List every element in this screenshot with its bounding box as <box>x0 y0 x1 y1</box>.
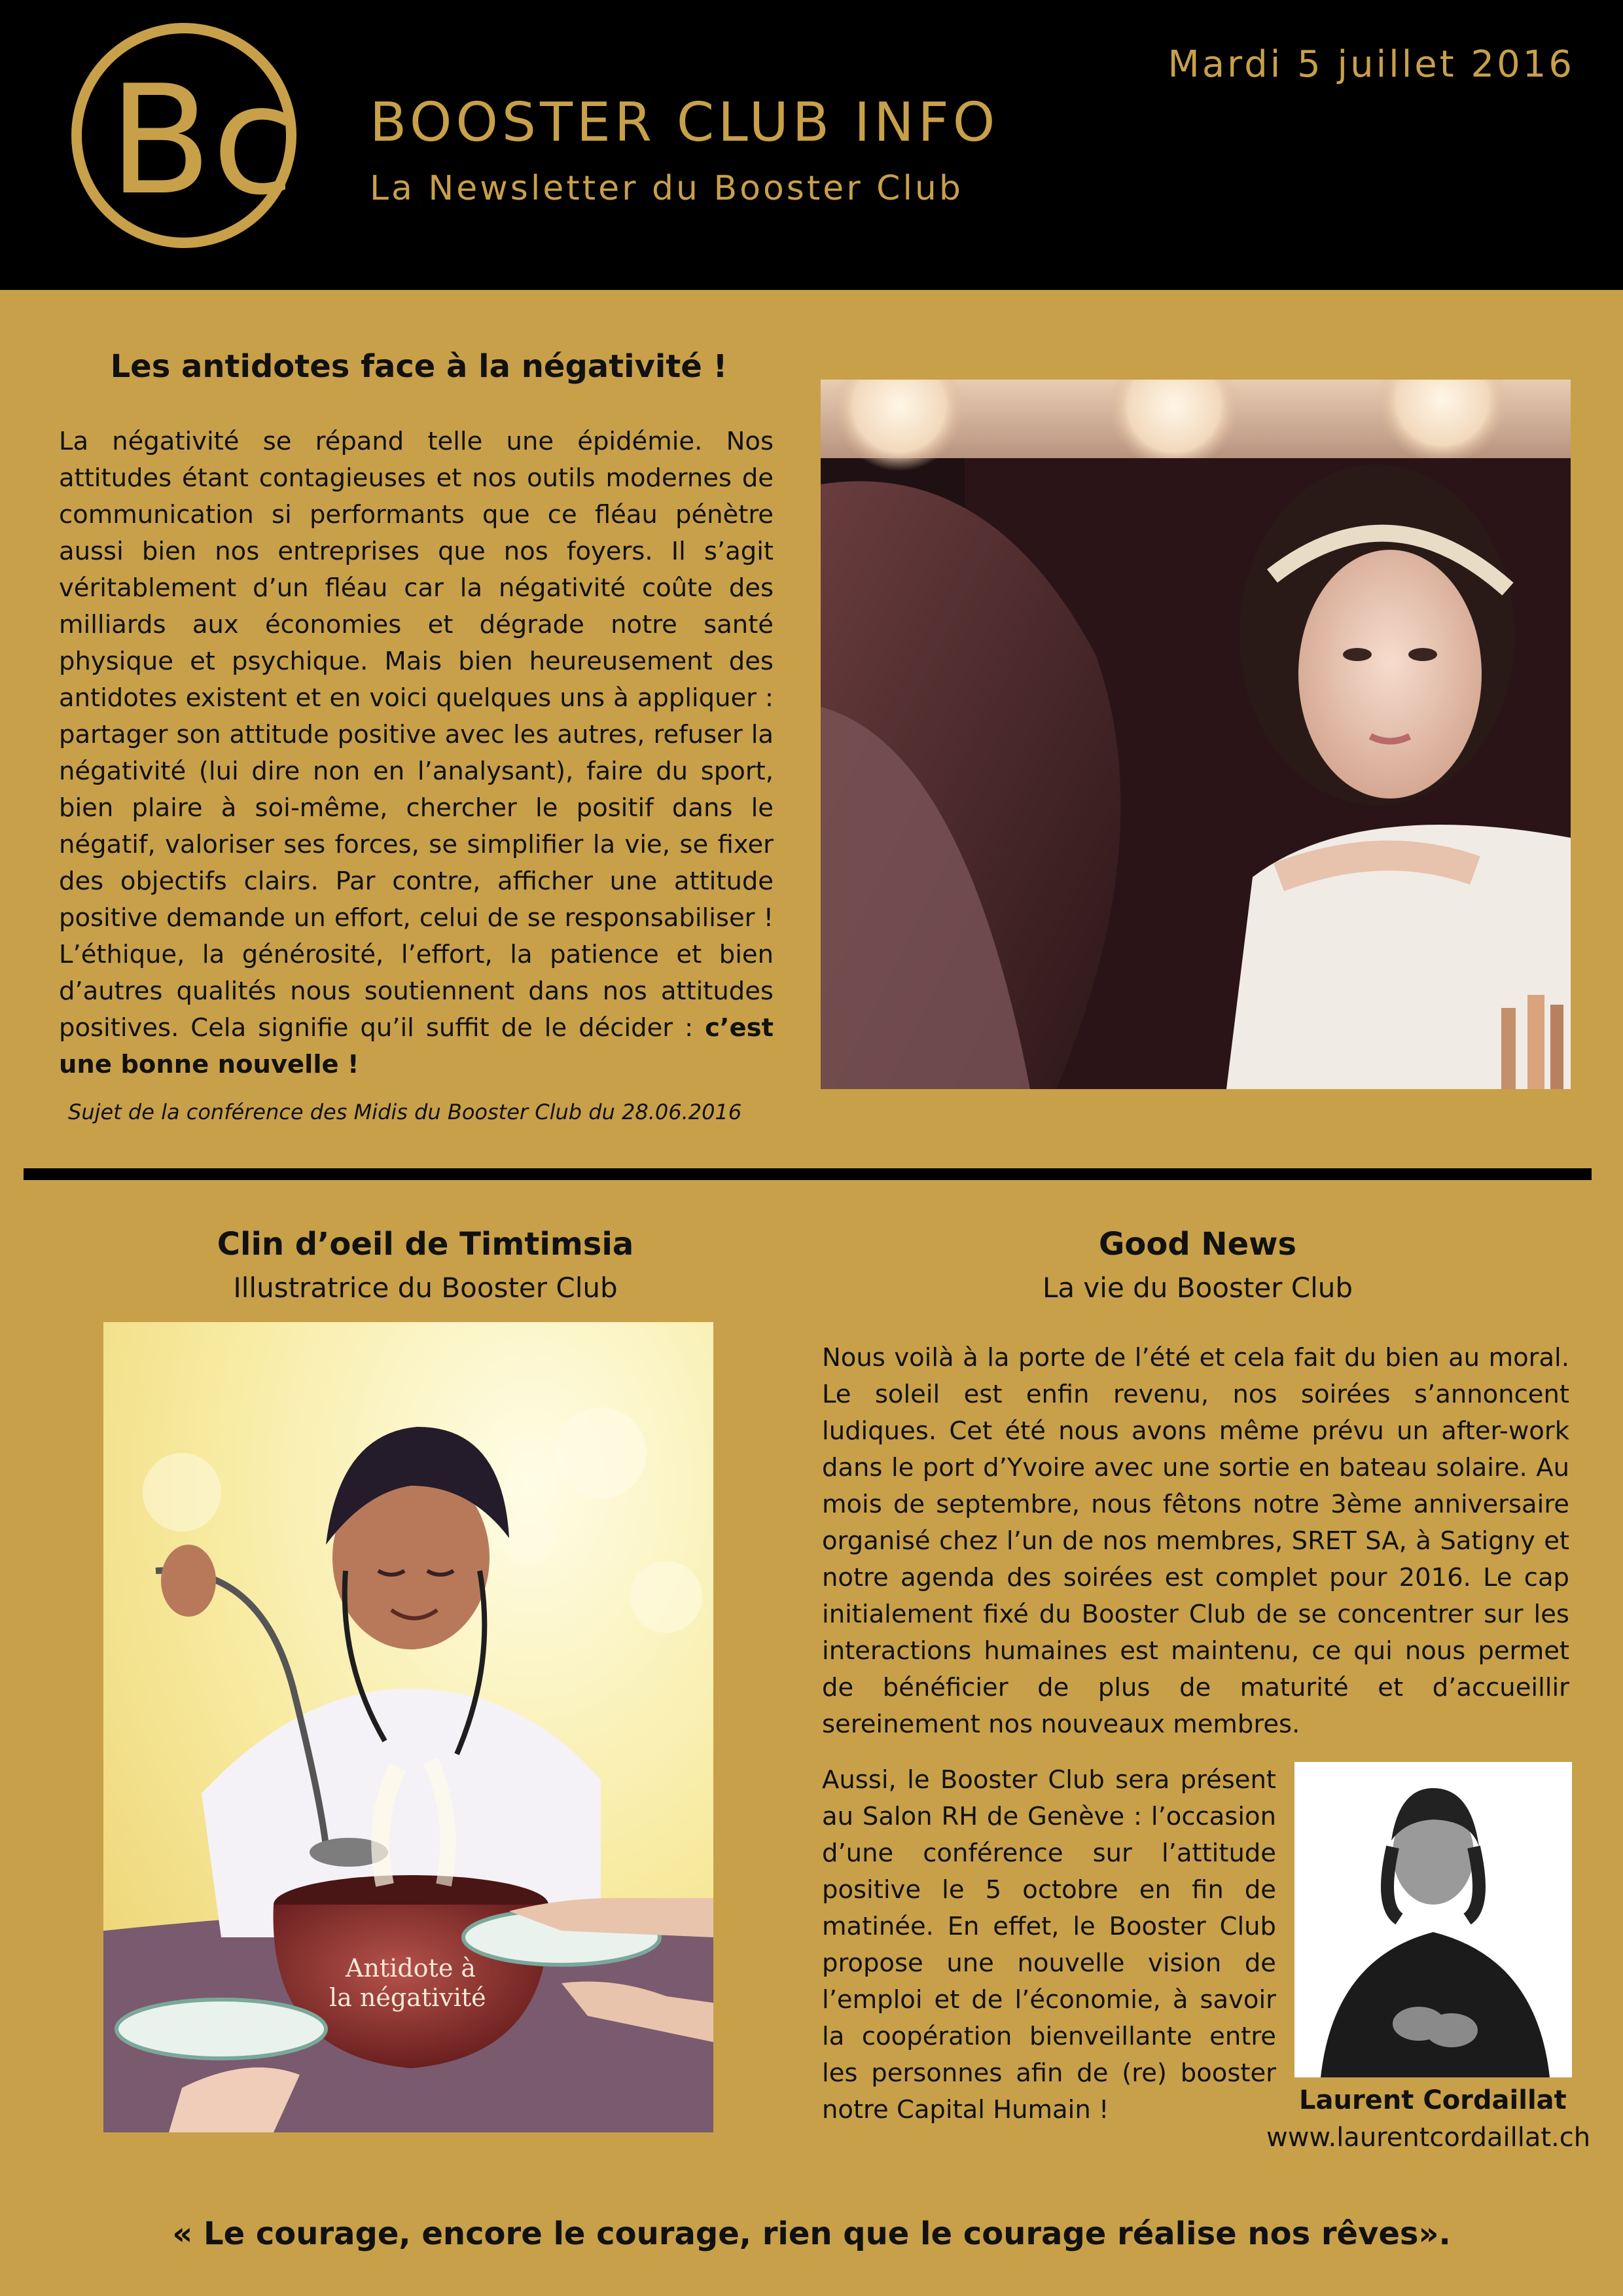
article-caption: Sujet de la conférence des Midis du Booster Club du 28.06.2016 <box>68 1100 742 1124</box>
person-name: Laurent Cordaillat <box>1299 2085 1567 2115</box>
mirror-woman-photo <box>821 380 1571 1089</box>
issue-date: Mardi 5 juillet 2016 <box>1168 43 1575 86</box>
svg-text:Antidote à: Antidote à <box>346 1954 476 1982</box>
antidote-illustration <box>103 1322 713 2132</box>
newsletter-subtitle: La Newsletter du Booster Club <box>370 169 963 208</box>
goodnews-title: Good News <box>1098 1226 1297 1263</box>
newsletter-header <box>0 0 1623 290</box>
article-body-emphasis: c’est une bonne nouvelle ! <box>59 1013 774 1079</box>
section-divider <box>24 1168 1592 1180</box>
illustration-subtitle: Illustratrice du Booster Club <box>233 1272 618 1304</box>
article-body: La négativité se répand telle une épidémie. Nos attitudes étant contagieuses et nos outils modernes de communication si performants que ce fléau pénètre aussi bien nos entreprises que nos foyers. Il s’agit véritablement d’un fléau car la négativité coûte des milliards aux économies et dégrade notre santé physique et psychique. Mais bien heureusement des antidotes existent et en voici quelques uns à appliquer : partager son attitude positive avec les autres, refuser la négativité (lui dire non en l’analysant), faire du sport, bien plaire à soi-même, chercher le positif dans le négatif, valoriser ses forces, se simplifier la vie, se fixer des objectifs clairs. Par contre, afficher une attitude positive demande un effort, celui de se responsabiliser ! L’éthique, la générosité, l’effort, la patience et bien d’autres qualités nous soutiennent dans nos attitudes positives. Cela signifie qu’il suffit de le décider : c’est une bonne nouvelle ! <box>59 427 774 1079</box>
article-title: Les antidotes face à la négativité ! <box>110 348 728 385</box>
svg-text:Bc: Bc <box>109 54 295 228</box>
laurent-cordaillat-photo <box>1294 1762 1572 2077</box>
goodnews-body-continued: Aussi, le Booster Club sera présent au Salon RH de Genève : l’occasion d’une conférence sur l’attitude positive le 5 octobre en fin de matinée. En effet, le Booster Club propose une nouvelle vision de l’emploi et de l’économie, à savoir la coopération bienveillante entre les personnes afin de (re) booster notre Capital Humain ! <box>822 1765 1276 2125</box>
goodnews-subtitle: La vie du Booster Club <box>1042 1272 1353 1304</box>
person-website[interactable]: www.laurentcordaillat.ch <box>1266 2123 1591 2153</box>
closing-quote: « Le courage, encore le courage, rien que le courage réalise nos rêves». <box>172 2215 1451 2252</box>
newsletter-title: BOOSTER CLUB INFO <box>370 92 999 154</box>
booster-club-logo <box>69 21 298 250</box>
svg-text:la négativité: la négativité <box>329 1983 486 2012</box>
illustration-title: Clin d’oeil de Timtimsia <box>217 1226 634 1263</box>
goodnews-body: Nous voilà à la porte de l’été et cela fait du bien au moral. Le soleil est enfin revenu, nos soirées s’annoncent ludiques. Cet été nous avons même prévu un after-work dans le port d’Yvoire avec une sortie en bateau solaire. Au mois de septembre, nous fêtons notre 3ème anniversaire organisé chez l’un de nos membres, SRET SA, à Satigny et notre agenda des soirées est complet pour 2016. Le cap initialement fixé du Booster Club de se concentrer sur les interactions humaines est maintenu, ce qui nous permet de bénéficier de plus de maturité et d’accueillir sereinement nos nouveaux membres. <box>822 1343 1569 1739</box>
